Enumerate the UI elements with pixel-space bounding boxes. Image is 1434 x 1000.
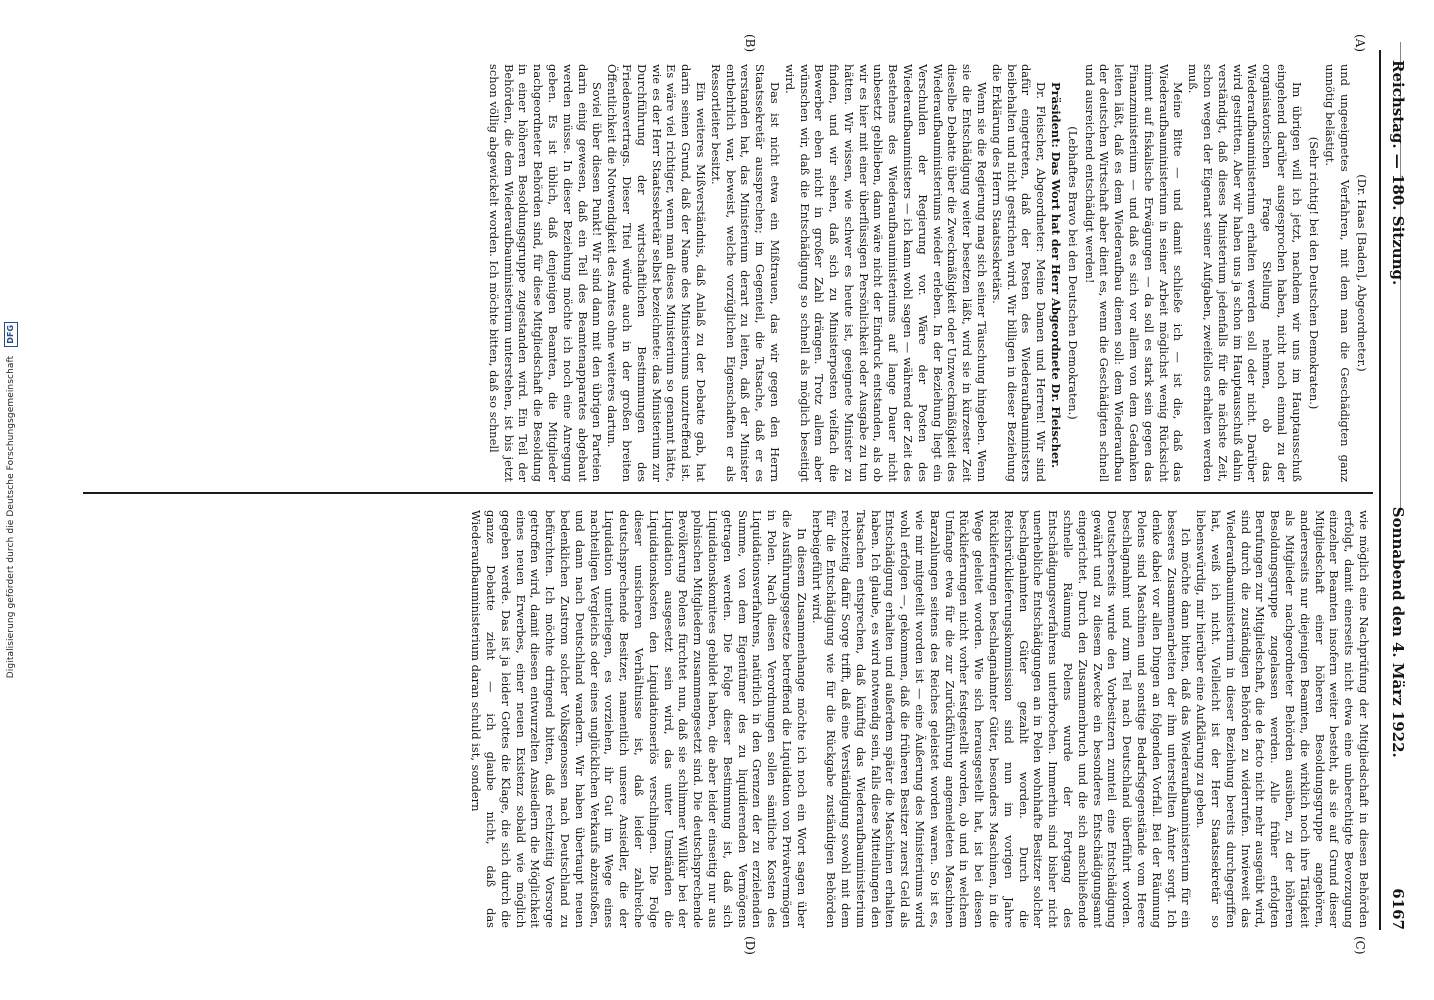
paragraph: wie möglich eine Nachprüfung der Mitgliedschaft in diesen Behörden erfolgt, damit einerseits nicht etwa eine unberechtigte Bevorzugung einzelner Beamten insofern weiter besteht, als sie auf Grund dieser Mitgliedschaft einer höheren Besoldungsgruppe angehören, andererseits nur diejenigen Beamten, die wirklich noch ihre Tätigkeit als Mitglieder nachgeordneter Behörden ausüben, zu der höheren Besoldungsgruppe zugelassen werden. Alle früher erfolgten Berufungen zur Mitgliedschaft, die de facto nicht mehr ausgeübt wird, sind durch die zuständigen Behörden zu widerrufen. Inwieweit das Wiederaufbauministerium in dieser Beziehung bereits durchgegriffen hat, weiß ich nicht. Vielleicht ist der Herr Staatssekretär so liebenswürdig, mir hierüber eine Aufklärung zu geben. bbox=[1194, 510, 1371, 928]
header-rule bbox=[1379, 50, 1381, 930]
header-right bbox=[1385, 507, 1411, 930]
paragraph: und ungeeignetes Verfahren, mit dem man die Geschädigten ganz unnötig belästigt. bbox=[1323, 64, 1353, 482]
margin-marker-a: (A) bbox=[1353, 34, 1367, 53]
page-rotated bbox=[77, 30, 1417, 970]
page-number: 6167 bbox=[1389, 888, 1407, 930]
funding-footer bbox=[1, 10, 21, 990]
paragraph: In diesem Zusammenhange möchte ich noch ein Wort sagen über die Ausführungsgesetze betreffend die Liquidation von Privatvermögen in Polen. Nach diesen Verordnungen sollen sämtliche Kosten des Liquidationsverfahrens, natürlich in den Grenzen der zu erzielenden Summe, von dem Eigentümer des zu liquidierenden Vermögens getragen werden. Die Folge dieser Bestimmung ist, daß sich Liquidationskomitees gebildet haben, die aber leider einseitig nur aus polnischen Mitgliedern zusammengesetzt sind. Die deutschsprechende Bevölkerung Polens fürchtet nun, daß sie schlimmer Willkür bei der Liquidation ausgesetzt sein wird, das unter Umständen die Liquidationskosten den Liquidationserlös verschlingen. Die Folge dieser unsicheren Verhältnisse ist, daß leider zahlreiche deutschsprechende Besitzer, namentlich unsere Ansiedler, die der Liquidation unterliegen, es vorziehen, ihr Gut im Wege eines nachteiligen Vergleichs oder eines unglücklichen Verkaufs abzustoßen, und dann nach Deutschland wandern. Wir haben übertaupt neuen bedenklichen Zustrom solcher Volksgenossen nach Deutschland zu befürchten. Ich möchte dringend bitten, daß rechtzeitig Vorsorge getroffen wird, damit diesen entwurzelten Ansiedlern die Möglichkeit eines neuen Erwerbes, einer neuen Existenz sobald wie möglich gegeben werde. Das ist ja leider Gottes die Klage, die sich durch die ganze Debatte zieht — ich glaube nicht, daß das Wiederaufbauministerium daran schuld ist, sondern bbox=[469, 510, 809, 928]
applause-note: (Sehr richtig! bei den Deutschen Demokraten.) bbox=[1306, 136, 1321, 410]
column-rule bbox=[83, 492, 1373, 494]
header-date: Sonnabend den 4. März 1922. bbox=[1389, 506, 1407, 758]
margin-marker-b: (B) bbox=[743, 34, 757, 53]
margin-marker-d: (D) bbox=[743, 936, 757, 955]
paragraph: Das ist nicht etwa ein Mißtrauen, das wir gegen den Herrn Staatssekretär aussprechen; im Gegenteil, die Tatsache, daß er es verstanden hat, das Ministerium derart zu leiten, daß der Minister entbehrlich war, beweist, welche vorzüglichen Eigenschaften er als Ressortleiter besitzt. bbox=[708, 64, 782, 482]
speaker-continuation: (Dr. Haas [Baden], Abgeordneter.) bbox=[1355, 174, 1369, 372]
right-column bbox=[91, 510, 1371, 928]
page-header bbox=[1385, 60, 1411, 930]
running-title: Reichstag. — 180. Sitzung. bbox=[1389, 60, 1407, 286]
paragraph: Ich möchte dann bitten, daß das Wiederaufbauministerium für ein besseres Zusammenarbeiten der ihm unterstellten Ämter sorgt. Ich denke dabei vor allen Dingen an folgenden Vorfall. Bei der Räumung Polens sind Maschinen und sonstige Bedarfsgegenstände vom Heere beschlagnahmt und zum Teil nach Deutschland überführt worden. Deutscherseits wurde den Vorbesitzern zumteil eine Entschädigung gewährt und zu diesem Zwecke ein besonderes Entschädigungsamt eingerichtet. Durch den Zusammenbruch und die sich anschließende schnelle Räumung Polens wurde der Fortgang des Entschädigungsverfahrens unterbrochen. Immerhin sind bisher nicht unerhebliche Entschädigungen an in Polen wohnhafte Besitzer solcher beschlagnahmten Güter gezahlt worden. Durch die Reichsrücklieferungskommission sind nun im vorigen Jahre Rücklieferungen beschlagnahmter Güter, besonders Maschinen, in die Wege geleitet worden. Wie sich herausgestellt hat, ist bei diesen Rücklieferungen nicht vorher festgestellt worden, ob und in welchem Umfange etwa für die zur Zurückführung angemeldeten Maschinen Barzahlungen seitens des Reiches geleistet worden waren. So ist es, wie mir mitgeteilt worden ist — eine Äußerung des Ministeriums wird wohl erfolgen —, gekommen, daß die früheren Besitzer zuerst Geld als Entschädigung erhalten und außerdem später die Maschinen erhalten haben. Ich glaube, es wird notwendig sein, falls diese Mitteilungen den Tatsachen entsprechen, daß künftig das Wiederaufbauministerium rechtzeitig dafür Sorge trifft, daß eine Verständigung sowohl mit dem für die Entschädigung wie für die Rückgabe zuständigen Behörden herbeigeführt wird. bbox=[809, 510, 1194, 928]
paragraph: Soviel über diesen Punkt! Wir sind dann mit den übrigen Parteien darin einig gewesen, daß ein Teil des Beamtenapparates abgebaut werden müsse. In dieser Beziehung möchte ich noch eine Anregung geben. Es ist üblich, daß denjenigen Beamten, die Mitglieder nachgeordneter Behörden sind, für diese Mitgliedschaft die Besoldung in einer höheren Besoldungsgruppe zugestanden wird. Ein Teil der Behörden, die dem Wiederaufbauministerium unterstehen, ist bis jetzt schon völlig abgewickelt worden. Ich möchte bitten, daß so schnell bbox=[486, 64, 605, 482]
speaker-opening: Dr. Fleischer, Abgeordneter: Meine Damen und Herren! Wir sind dafür eingetreten, daß der Posten des Wiederaufbauministers beibehalten und nicht gestrichen wird. Wir billigen in dieser Beziehung die Erklärung des Herrn Staatssekretärs. bbox=[989, 64, 1049, 482]
paragraph: Im übrigen will ich jetzt, nachdem wir uns im Hauptausschuß eingehend darüber ausgesprochen haben, nicht noch einmal zu der organisatorischen Frage Stellung nehmen, ob das Wiederaufbauministerium erhalten werden soll oder nicht. Darüber wird gestritten. Aber wir haben uns ja schon im Hauptausschuß dahin verständigt, daß dieses Ministerium jedenfalls für die nächste Zeit, schon wegen der Eigenart seiner Aufgaben, zweifellos erhalten werden muß. bbox=[1186, 64, 1304, 482]
margin-marker-c: (C) bbox=[1353, 936, 1367, 955]
applause-note: (Lebhaftes Bravo bei den Deutschen Demokraten.) bbox=[1065, 126, 1080, 420]
funding-note: Digitalisierung gefördert durch die Deutsche Forschungsgemeinschaft bbox=[6, 355, 16, 679]
paragraph: Ein weiteres Mißverständnis, daß Anlaß zu der Debatte gab, hat darin seinen Grund, daß der Name des Ministeriums unzutreffend ist. Es wäre viel richtiger, wenn man dieses Ministerium so genannt hätte, wie es der Herr Staatssekretär selbst bezeichnete: das Ministerium zur Durchführung der wirtschaftlichen Bestimmungen des Friedensvertrags. Dieser Titel würde auch in der großen breiten Öffentlichkeit die Notwendigkeit des Amtes ohne weiteres dartun. bbox=[605, 64, 708, 482]
scanned-page bbox=[60, 0, 1434, 1000]
paragraph: Wenn sie die Regierung mag sich seiner Täuschung hingeben. Wenn sie die Entschädigung weiter besetzen läßt, wird sie in kürzester Zeit dieselbe Debatte über die Zweckmäßigkeit oder Unzweckmäßigkeit des Wiederaufbauministeriums wieder erleben. In der Beziehung liegt ein Verschulden der Regierung vor. Wäre der Posten des Wiederaufbauministers — ich kann wohl sagen — während der Zeit des Bestehens des Wiederaufbauministeriums auf lange Dauer nicht unbesetzt geblieben, dann wäre nicht der Eindruck entstanden, als ob wir es hier mit einer überflüssigen Persönlichkeit oder Ausgabe zu tun hätten. Wir wissen, wie schwer es heute ist, geeignete Minister zu finden, und wir sehen, daß sich zu Ministerposten vielfach die Bewerber eben nicht in großer Zahl drängen. Trotz allem aber wünschen wir, daß die Entschädigung so schnell als möglich beseitigt wird. bbox=[782, 64, 990, 482]
left-column bbox=[91, 64, 1371, 482]
footer-strip bbox=[0, 0, 22, 1000]
dfg-logo: DFG bbox=[4, 322, 18, 347]
paragraph: Meine Bitte — und damit schließe ich — ist die, daß das Wiederaufbauministerium in seiner Arbeit möglichst wenig Rücksicht nimmt auf fiskalische Erwägungen — da soll es stark sein gegen das Finanzministerium — und daß es sich vor allem von dem Gedanken leiten läßt, daß es dem Wiederaufbau dienen soll: dem Wiederaufbau der deutschen Wirtschaft aber dient es, wenn die Geschädigten schnell und ausreichend entschädigt werden! bbox=[1082, 64, 1186, 482]
president-statement: Präsident: Das Wort hat der Herr Abgeordnete Dr. Fleischer. bbox=[1049, 82, 1064, 469]
